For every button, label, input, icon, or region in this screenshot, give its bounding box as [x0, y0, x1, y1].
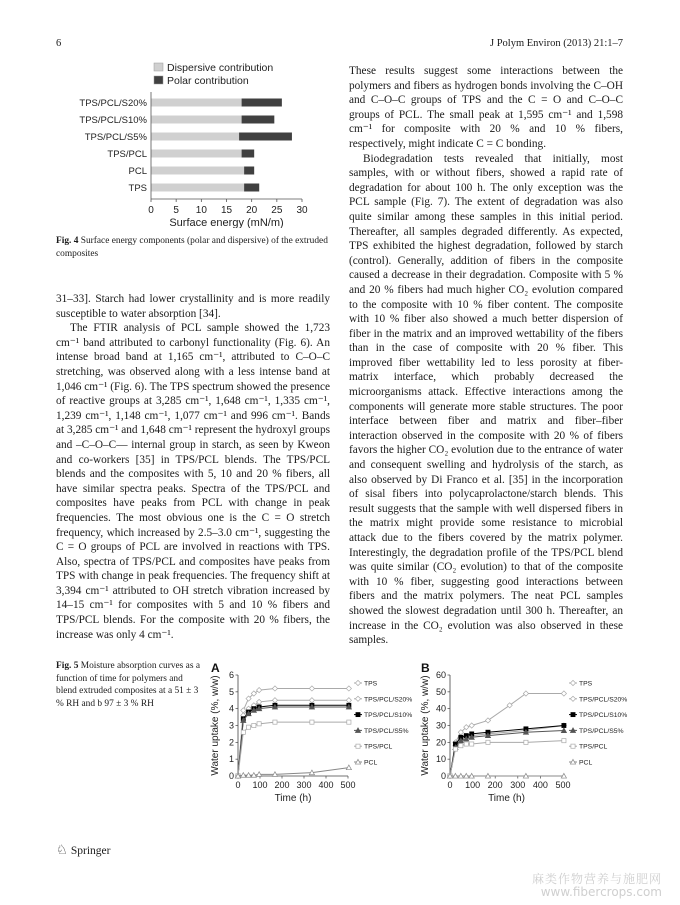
- x-tick-label: 0: [235, 780, 241, 790]
- category-label-tps-pcl: TPS/PCL: [107, 149, 147, 160]
- x-tick-label: 5: [173, 205, 179, 216]
- category-label-tps-pcl-s5: TPS/PCL/S5%: [84, 132, 147, 143]
- series-line-tps-pcl-s20: [450, 726, 564, 777]
- series-line-tps: [238, 688, 349, 776]
- marker-square: [562, 739, 566, 743]
- legend-label-tps-pcl-s5: TPS/PCL/S5%: [364, 727, 409, 735]
- x-tick-label: 15: [220, 205, 233, 216]
- y-tick-label: 3: [228, 720, 234, 731]
- figure4-caption: [56, 235, 336, 260]
- marker-square: [470, 742, 474, 746]
- publisher-footer: [56, 842, 110, 858]
- figure5a-plot: [210, 661, 412, 804]
- marker-diamond: [469, 723, 474, 728]
- x-tick-label: 100: [465, 780, 481, 790]
- x-tick-label: 300: [510, 780, 526, 790]
- figure4-caption-label: Fig. 4: [56, 236, 79, 246]
- marker-triangle: [346, 765, 351, 770]
- category-label-tps-pcl-s10: TPS/PCL/S10%: [79, 115, 147, 126]
- legend-label-pcl: PCL: [364, 759, 378, 767]
- x-tick-label: 25: [271, 205, 283, 216]
- y-tick-label: 10: [435, 754, 446, 765]
- y-tick-label: 0: [440, 771, 446, 781]
- x-tick-label: 300: [296, 780, 312, 790]
- marker-diamond: [355, 696, 360, 701]
- figure5-panel-a: [205, 660, 415, 810]
- marker-square: [464, 742, 468, 746]
- marker-diamond: [272, 686, 277, 691]
- marker-diamond: [561, 691, 566, 696]
- figure4-plot-area: [79, 92, 308, 228]
- figure5-caption-text: Moisture absorption curves as a function of time for polymers and blend extruded composites at a 51 ± 3 % RH and b 97 ± 3 % RH: [56, 661, 200, 709]
- marker-diamond: [272, 698, 277, 703]
- right-column: [349, 64, 623, 648]
- category-label-tps-pcl-s20: TPS/PCL/S20%: [79, 98, 147, 109]
- panel-label: B: [421, 661, 430, 675]
- x-axis-title: Time (h): [274, 793, 312, 804]
- bar-tps-pcl-dispersive-contribution: [151, 150, 242, 158]
- marker-square: [459, 744, 463, 748]
- y-tick-label: 6: [228, 670, 234, 680]
- left-column: [56, 292, 330, 642]
- legend-label-dispersive-contribution: Dispersive contribution: [167, 62, 274, 74]
- legend-label-tps-pcl: TPS/PCL: [579, 743, 608, 751]
- figure4-legend: [154, 62, 273, 87]
- marker-diamond: [346, 698, 351, 703]
- figure5-caption-label: Fig. 5: [56, 661, 79, 671]
- journal-header: J Polym Environ (2013) 21:1–7: [490, 38, 623, 49]
- y-tick-label: 20: [435, 737, 446, 748]
- legend-label-tps: TPS: [364, 680, 378, 688]
- marker-diamond: [309, 686, 314, 691]
- marker-square: [356, 713, 360, 717]
- x-tick-label: 10: [195, 205, 207, 216]
- marker-square: [252, 723, 256, 727]
- series-line-tps-pcl-s10: [238, 705, 349, 776]
- bar-tps-pcl-s20-polar-contribution: [242, 99, 282, 107]
- y-axis-title: Water uptake (%, w/w): [210, 675, 221, 776]
- category-label-tps: TPS: [128, 183, 147, 194]
- publisher-name: Springer: [70, 845, 111, 857]
- legend-label-tps-pcl-s5: TPS/PCL/S5%: [579, 727, 624, 735]
- bar-tps-pcl-s10-dispersive-contribution: [151, 116, 242, 124]
- legend-label-tps-pcl-s20: TPS/PCL/S20%: [579, 696, 628, 704]
- figure4-chart: [56, 58, 336, 228]
- bar-pcl-dispersive-contribution: [151, 167, 244, 175]
- marker-square: [453, 747, 457, 751]
- figure4-caption-text: Surface energy components (polar and dispersive) of the extruded composites: [56, 236, 328, 259]
- y-tick-label: 1: [228, 754, 234, 765]
- marker-square: [571, 713, 575, 717]
- marker-square: [486, 740, 490, 744]
- y-tick-label: 40: [435, 703, 446, 714]
- marker-square: [310, 720, 314, 724]
- x-axis-title: Surface energy (mN/m): [169, 217, 284, 228]
- marker-diamond: [346, 686, 351, 691]
- x-tick-label: 200: [274, 780, 290, 790]
- bar-tps-pcl-s5-polar-contribution: [239, 133, 292, 141]
- legend-label-tps-pcl: TPS/PCL: [364, 743, 393, 751]
- marker-diamond: [309, 698, 314, 703]
- marker-square: [273, 720, 277, 724]
- bar-tps-pcl-s5-dispersive-contribution: [151, 133, 239, 141]
- marker-square: [356, 744, 360, 748]
- marker-square: [347, 720, 351, 724]
- panel-label: A: [211, 661, 220, 675]
- x-tick-label: 0: [447, 780, 453, 790]
- marker-diamond: [355, 680, 360, 685]
- marker-square: [571, 744, 575, 748]
- legend-swatch-polar-contribution: [154, 76, 163, 84]
- legend-label-tps-pcl-s10: TPS/PCL/S10%: [364, 712, 413, 720]
- legend-label-tps-pcl-s10: TPS/PCL/S10%: [579, 712, 628, 720]
- marker-diamond: [257, 699, 262, 704]
- watermark-chinese: 麻类作物营养与施肥网: [531, 872, 662, 886]
- springer-logo-icon: ♘: [56, 842, 68, 857]
- bar-tps-polar-contribution: [244, 184, 259, 192]
- bar-pcl-polar-contribution: [244, 167, 254, 175]
- legend-label-tps-pcl-s20: TPS/PCL/S20%: [364, 696, 413, 704]
- left-paragraph-1: 31–33]. Starch had lower crystallinity and is more readily susceptible to water absorption [34].: [56, 293, 330, 320]
- figure5-panel-b: [415, 660, 630, 810]
- x-tick-label: 20: [246, 205, 258, 216]
- x-tick-label: 0: [148, 205, 154, 216]
- bar-tps-pcl-polar-contribution: [242, 150, 255, 158]
- x-tick-label: 400: [532, 780, 548, 790]
- x-tick-label: 500: [340, 780, 356, 790]
- right-paragraph-1: These results suggest some interactions between the polymers and fibers as hydrogen bonds involving the C–OH and C–O–C groups of TPS and the C = O and C–O–C groups of PCL. The small peak at 1,595 cm⁻¹ and 1,598 cm⁻¹ for composite with 20 % and 10 % fibers, respectively, might indicate C = C bonding.: [349, 65, 623, 150]
- marker-square: [241, 730, 245, 734]
- y-tick-label: 0: [228, 771, 234, 781]
- y-tick-label: 2: [228, 737, 234, 748]
- y-tick-label: 50: [435, 686, 446, 697]
- figure5-caption: [56, 660, 202, 710]
- right-paragraph-2: Biodegradation tests revealed that initially, most samples, with or without fibers, showed a rapid rate of degradation for about 100 h. The only exception was the PCL sample (Fig. 7). The extent of degradation was also quite similar among these samples in this initial period. Thereafter, all samples degraded differently. As expected, TPS exhibited the highest degradation, followed by starch (control). Generally, addition of fibers in the composite caused a decrease in their degradation. Composite with 5 % and 20 % fibers had much higher CO₂ evolution compared to the composite with 10 % fiber content. The composite with 10 % fiber also showed a much better dispersion of fiber in the matrix and an improved wettability of the fibers than in the case of composite with 20 % fiber. This improved fiber wettability led to less porosity at fiber-matrix interface, which probably decreased the microorganisms attack. Effective interactions among the components will generate more stable structures. The poor interface between fiber and matrix and fiber–fiber interaction observed in the composite with 20 % of fibers favors the higher CO₂ evolution due to the entrance of water and consequent swelling and hydrolysis of the starch, as also observed by Di Franco et al. [35] in the incorporation of sisal fibers into polycaprolactone/starch blends. This result suggests that the sample with well dispersed fibers in the matrix might provide some resistance to microbial attack due to the fibers covered by the matrix polymer. Interestingly, the degradation profile of the TPS/PCL blend was quite similar (CO₂ evolution) to that of the composite with 10 % fiber, suggesting good interactions between fibers and the matrix polymers. The neat PCL samples showed the slowest degradation until 300 h. Thereafter, an increase in the CO₂ evolution was also observed in these samples.: [349, 152, 623, 647]
- bar-tps-pcl-s10-polar-contribution: [242, 116, 275, 124]
- series-line-tps-pcl: [238, 722, 349, 776]
- x-axis-title: Time (h): [488, 793, 525, 804]
- category-label-pcl: PCL: [128, 166, 147, 177]
- figure5b-plot: [420, 661, 627, 804]
- marker-square: [562, 723, 566, 727]
- marker-diamond: [570, 696, 575, 701]
- bar-tps-pcl-s20-dispersive-contribution: [151, 99, 242, 107]
- y-tick-label: 5: [228, 686, 234, 697]
- left-paragraph-2: The FTIR analysis of PCL sample showed the 1,723 cm⁻¹ band attributed to carbonyl functionality (Fig. 6). An intense broad band at 1,165 cm⁻¹, attributed to C–O–C stretching, was observed along with a less intense band at 1,046 cm⁻¹ (Fig. 6). The TPS spectrum showed the presence of reactive groups at 3,285 cm⁻¹, 1,648 cm⁻¹, 1,335 cm⁻¹, 1,239 cm⁻¹, 1,148 cm⁻¹, 1,077 cm⁻¹ and 996 cm⁻¹. Bands at 3,285 cm⁻¹ and 1,648 cm⁻¹ represent the hydroxyl groups and –C–O–C— internal group in starch, as seen by Kweon and co-workers [35] in TPS/PCL blends. The TPS/PCL blends and the composites with 5, 10 and 20 % fibers, all have similar spectra peaks. Spectra of the TPS/PCL and composites have peaks from PCL with change in peak frequencies. The most obvious one is the C = O stretch frequency, which increased by 2.5–3.0 cm⁻¹, suggesting the C = O groups of PCL are involved in reactions with TPS. Also, spectra of TPS/PCL and composites have peaks from TPS with change in peak frequencies. The frequency shift at 3,394 cm⁻¹ attributed to OH stretch vibration increased by 14–15 cm⁻¹ for composites with 5 and 10 % fibers and TPS/PCL blends. For the composite with 20 % fibers, the increase was only 4 cm⁻¹.: [56, 322, 330, 641]
- x-tick-label: 200: [487, 780, 503, 790]
- y-tick-label: 60: [435, 670, 446, 680]
- y-axis-title: Water uptake (%, w/w): [420, 675, 431, 776]
- legend-label-tps: TPS: [579, 680, 593, 688]
- x-tick-label: 500: [555, 780, 571, 790]
- watermark-url: www.fibercrops.com: [540, 885, 662, 899]
- x-tick-label: 100: [252, 780, 268, 790]
- marker-square: [524, 740, 528, 744]
- series-line-tps-pcl-s5: [238, 707, 349, 776]
- y-tick-label: 4: [228, 703, 234, 714]
- legend-label-polar-contribution: Polar contribution: [167, 75, 249, 87]
- series-line-tps-pcl-s10: [450, 726, 564, 777]
- bar-tps-dispersive-contribution: [151, 184, 244, 192]
- legend-swatch-dispersive-contribution: [154, 63, 163, 71]
- legend-label-pcl: PCL: [579, 759, 593, 767]
- x-tick-label: 400: [318, 780, 334, 790]
- marker-square: [246, 725, 250, 729]
- y-tick-label: 30: [435, 720, 446, 731]
- marker-square: [257, 722, 261, 726]
- marker-diamond: [241, 708, 246, 713]
- page-number: 6: [56, 38, 62, 49]
- x-tick-label: 30: [296, 205, 308, 216]
- marker-diamond: [570, 680, 575, 685]
- marker-diamond: [257, 688, 262, 693]
